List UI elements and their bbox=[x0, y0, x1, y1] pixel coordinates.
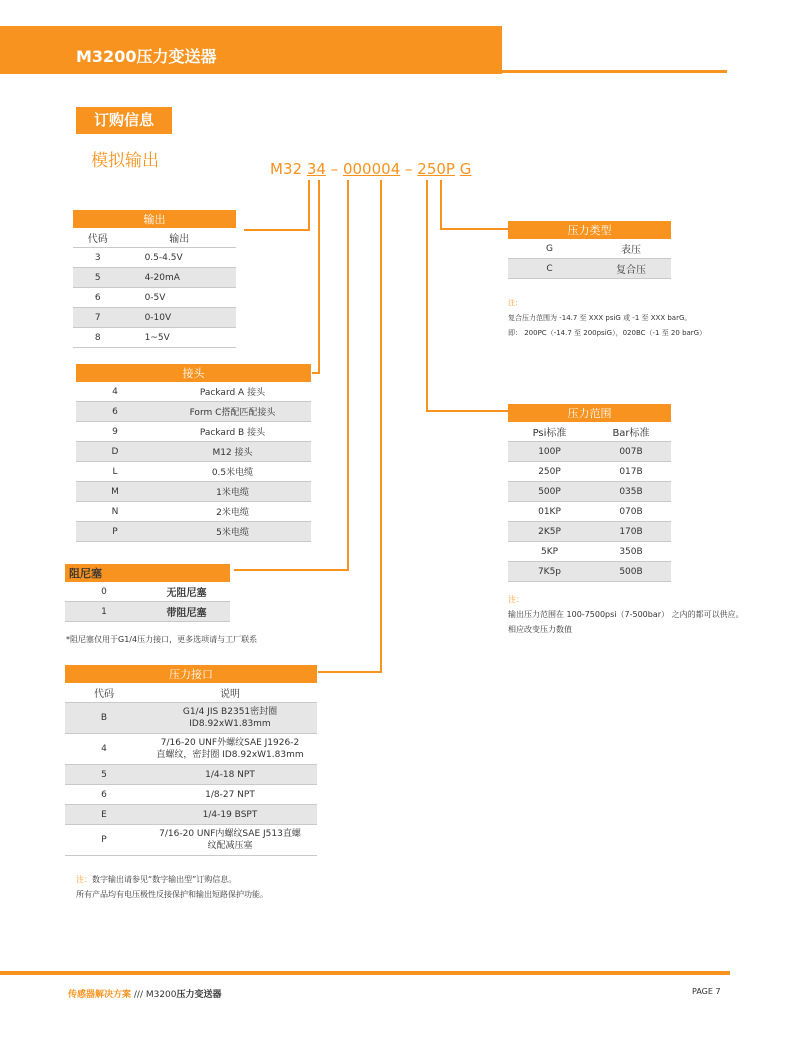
table-cell: 0 bbox=[65, 582, 143, 602]
table-cell: 5KP bbox=[508, 542, 591, 562]
header-rule bbox=[502, 70, 727, 73]
column-header: Psi标准 bbox=[508, 422, 591, 442]
cell-line: 7/16-20 UNF外螺纹SAE J1926-2 bbox=[160, 738, 300, 748]
column-header: Bar标准 bbox=[591, 422, 671, 442]
pressure-range-table bbox=[508, 404, 671, 582]
table-cell: 0-5V bbox=[123, 288, 236, 308]
table-cell: N bbox=[76, 502, 154, 522]
cell-line: 纹配减压塞 bbox=[207, 841, 253, 851]
table-cell: G bbox=[508, 239, 591, 259]
table-cell: 4 bbox=[76, 382, 154, 402]
cell-line: ID8.92xW1.83mm bbox=[189, 719, 271, 729]
table-cell: 4 bbox=[65, 734, 143, 765]
note-line: 输出压力范围在 100-7500psi（7-500bar） 之内的都可以供应。 bbox=[508, 610, 744, 619]
pressure-range-note bbox=[508, 592, 744, 637]
table-cell: 5 bbox=[73, 268, 123, 288]
table-cell: 035B bbox=[591, 482, 671, 502]
table-cell: C bbox=[508, 259, 591, 279]
note-line: 即： 200PC（-14.7 至 200psiG），020BC（-1 至 20 barG） bbox=[508, 329, 707, 337]
table-cell: D bbox=[76, 442, 154, 462]
port-note bbox=[76, 872, 268, 902]
note-line: 复合压力范围为 -14.7 至 XXX psiG 或 -1 至 XXX barG。 bbox=[508, 314, 692, 322]
table-cell: Packard A 接头 bbox=[154, 382, 311, 402]
footer-separator: /// M3200 bbox=[131, 990, 177, 1000]
table-cell: 1/4-18 NPT bbox=[143, 765, 317, 785]
table-cell: 500B bbox=[591, 562, 671, 582]
table-cell: 01KP bbox=[508, 502, 591, 522]
table-title: 压力接口 bbox=[65, 665, 317, 683]
connector-line bbox=[440, 180, 442, 230]
table-cell: Packard B 接头 bbox=[154, 422, 311, 442]
table-cell: 1 bbox=[65, 602, 143, 622]
table-cell: 5米电缆 bbox=[154, 522, 311, 542]
table-cell: 100P bbox=[508, 442, 591, 462]
table-cell: 6 bbox=[73, 288, 123, 308]
table-cell: L bbox=[76, 462, 154, 482]
table-cell: 2K5P bbox=[508, 522, 591, 542]
table-cell: 复合压 bbox=[591, 259, 671, 279]
pressure-type-note bbox=[508, 296, 706, 341]
table-title: 压力范围 bbox=[508, 404, 671, 422]
table-cell: E bbox=[65, 805, 143, 825]
column-header: 说明 bbox=[143, 683, 317, 703]
footer-brand bbox=[68, 987, 222, 1000]
section-badge: 订购信息 bbox=[76, 107, 172, 134]
table-cell: 1~5V bbox=[123, 328, 236, 348]
output-table bbox=[73, 210, 236, 348]
footer-product: 压力变送器 bbox=[176, 990, 222, 1000]
table-cell: 0.5-4.5V bbox=[123, 248, 236, 268]
note-line: 数字输出请参见“数字输出型”订购信息。 bbox=[92, 875, 237, 884]
table-cell: 0.5米电缆 bbox=[154, 462, 311, 482]
table-cell: 1米电缆 bbox=[154, 482, 311, 502]
table-title: 接头 bbox=[76, 364, 311, 382]
note-label: 注： bbox=[508, 595, 524, 604]
connector-line bbox=[308, 180, 310, 231]
table-cell: 7 bbox=[73, 308, 123, 328]
table-cell: 007B bbox=[591, 442, 671, 462]
connector-line bbox=[426, 180, 428, 412]
code-type: G bbox=[459, 160, 472, 178]
table-title: 阻尼塞 bbox=[65, 564, 230, 582]
cell-line: G1/4 JIS B2351密封圈 bbox=[182, 707, 278, 717]
connector-line bbox=[244, 229, 310, 231]
table-cell: 500P bbox=[508, 482, 591, 502]
section-subtitle: 模拟输出 bbox=[91, 151, 159, 171]
code-connector: 4 bbox=[316, 160, 326, 178]
footer-brand-name: 传感器解决方案 bbox=[68, 990, 132, 1000]
connector-line bbox=[347, 180, 349, 571]
table-cell: P bbox=[76, 522, 154, 542]
connector-line bbox=[318, 180, 320, 374]
table-cell: 170B bbox=[591, 522, 671, 542]
connector-line bbox=[426, 410, 508, 412]
note-line: 所有产品均有电压极性反接保护和输出短路保护功能。 bbox=[76, 890, 268, 899]
table-cell: 8 bbox=[73, 328, 123, 348]
code-port: 4 bbox=[390, 160, 401, 178]
table-cell: 6 bbox=[76, 402, 154, 422]
table-title: 压力类型 bbox=[508, 221, 671, 239]
code-output: 3 bbox=[306, 160, 317, 178]
table-cell: Form C搭配匹配接头 bbox=[154, 402, 311, 422]
table-cell: 带阻尼塞 bbox=[143, 602, 230, 622]
table-cell: 7K5p bbox=[508, 562, 591, 582]
port-table bbox=[65, 665, 317, 856]
table-cell: 无阻尼塞 bbox=[143, 582, 230, 602]
pressure-type-table bbox=[508, 221, 671, 279]
connector-table bbox=[76, 364, 311, 542]
table-cell: 017B bbox=[591, 462, 671, 482]
table-cell: 2米电缆 bbox=[154, 502, 311, 522]
code-dash: – bbox=[330, 160, 339, 178]
table-cell: 350B bbox=[591, 542, 671, 562]
page-number: PAGE 7 bbox=[692, 987, 721, 996]
page-title: M3200压力变送器 bbox=[76, 47, 217, 66]
table-cell: 表压 bbox=[591, 239, 671, 259]
code-prefix: M32 bbox=[270, 160, 303, 178]
table-cell: M12 接头 bbox=[154, 442, 311, 462]
table-cell: 070B bbox=[591, 502, 671, 522]
connector-line bbox=[234, 569, 349, 571]
footer-rule bbox=[0, 971, 730, 975]
model-code bbox=[270, 160, 471, 178]
column-header: 代码 bbox=[65, 683, 143, 703]
table-cell: 4-20mA bbox=[123, 268, 236, 288]
table-cell: 3 bbox=[73, 248, 123, 268]
table-cell: 1/8-27 NPT bbox=[143, 785, 317, 805]
table-title: 输出 bbox=[73, 210, 236, 228]
table-cell: P bbox=[65, 825, 143, 856]
table-cell: 250P bbox=[508, 462, 591, 482]
column-header: 代码 bbox=[73, 228, 123, 248]
note-label: 注： bbox=[76, 875, 92, 884]
table-cell: 9 bbox=[76, 422, 154, 442]
table-cell: 0-10V bbox=[123, 308, 236, 328]
code-range: 250P bbox=[417, 160, 455, 178]
column-header: 输出 bbox=[123, 228, 236, 248]
table-cell: 5 bbox=[65, 765, 143, 785]
cell-line: 直螺纹，密封圈 ID8.92xW1.83mm bbox=[156, 750, 304, 760]
connector-line bbox=[318, 671, 382, 673]
table-cell: M bbox=[76, 482, 154, 502]
table-cell: B bbox=[65, 703, 143, 734]
note-label: 注： bbox=[508, 299, 522, 307]
cell-line: 7/16-20 UNF内螺纹SAE J513直螺 bbox=[159, 829, 301, 839]
connector-line bbox=[380, 180, 382, 673]
table-cell: 1/4-19 BSPT bbox=[143, 805, 317, 825]
table-cell: 6 bbox=[65, 785, 143, 805]
code-zeros: 00000 bbox=[342, 160, 391, 178]
connector-line bbox=[440, 228, 508, 230]
connector-line bbox=[312, 372, 320, 374]
code-dash: – bbox=[405, 160, 413, 178]
damper-table bbox=[65, 564, 230, 622]
damper-note: *阻尼塞仅用于G1/4压力接口，更多选项请与工厂联系 bbox=[66, 635, 258, 644]
note-line: 相应改变压力数值 bbox=[508, 625, 572, 634]
